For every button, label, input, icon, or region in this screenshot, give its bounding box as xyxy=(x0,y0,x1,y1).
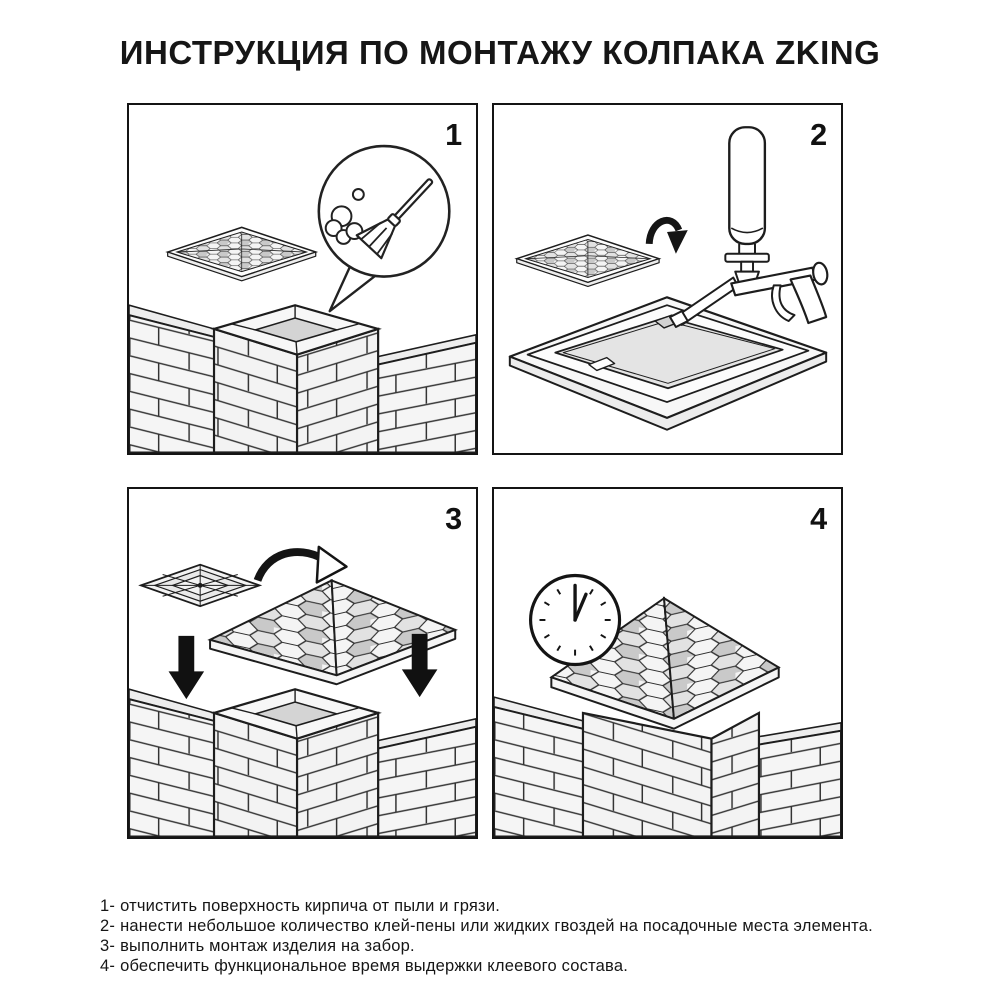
step-item xyxy=(100,936,970,956)
brick-pillar xyxy=(214,305,378,452)
cap-top-view xyxy=(517,235,659,286)
step-number: 1- xyxy=(100,897,116,915)
panel-number: 4 xyxy=(810,502,828,537)
step-number: 2- xyxy=(100,917,116,935)
panel-1-illustration xyxy=(129,105,476,453)
step-text: нанести небольшое количество клей-пены или жидких гвоздей на посадочные места элемента. xyxy=(120,917,873,935)
clock-icon xyxy=(531,576,620,665)
cap-top-view xyxy=(168,227,316,280)
brick-wall-right xyxy=(378,335,476,453)
cap-underside xyxy=(141,565,260,607)
step-text: выполнить монтаж изделия на забор. xyxy=(120,937,415,955)
brick-wall-right xyxy=(759,723,841,837)
step-number: 4- xyxy=(100,957,116,975)
cap-underside-tray xyxy=(510,297,826,429)
glue-canister xyxy=(729,127,765,244)
flip-arrow-icon xyxy=(258,547,347,583)
panel-number: 2 xyxy=(810,118,828,153)
panel-4 xyxy=(492,487,843,839)
panel-3-illustration xyxy=(129,489,476,837)
page-title: ИНСТРУКЦИЯ ПО МОНТАЖУ КОЛПАКА ZKING xyxy=(119,34,881,71)
step-text: обеспечить функциональное время выдержки клеевого состава. xyxy=(120,957,628,975)
step-item xyxy=(100,896,970,916)
panel-4-illustration xyxy=(494,489,841,837)
step-text: отчистить поверхность кирпича от пыли и грязи. xyxy=(120,897,501,915)
step-item xyxy=(100,916,970,936)
brick-wall-left xyxy=(494,697,583,836)
panel-3 xyxy=(127,487,478,839)
panel-2 xyxy=(492,103,843,455)
step-list xyxy=(100,896,970,976)
brick-pillar xyxy=(214,689,378,836)
panel-1 xyxy=(127,103,478,455)
panel-number: 1 xyxy=(445,118,463,153)
foam-gun-icon xyxy=(670,127,829,327)
brick-pillar xyxy=(583,713,759,837)
brick-wall-right xyxy=(378,719,476,837)
gun-trigger xyxy=(772,285,794,321)
brick-wall-left xyxy=(129,689,214,836)
brick-wall-left xyxy=(129,305,214,452)
panel-2-illustration xyxy=(494,105,841,453)
instruction-panels xyxy=(127,103,843,839)
panel-number: 3 xyxy=(445,502,463,537)
flip-arrow-icon xyxy=(649,220,688,253)
step-item xyxy=(100,956,970,976)
step-number: 3- xyxy=(100,937,116,955)
